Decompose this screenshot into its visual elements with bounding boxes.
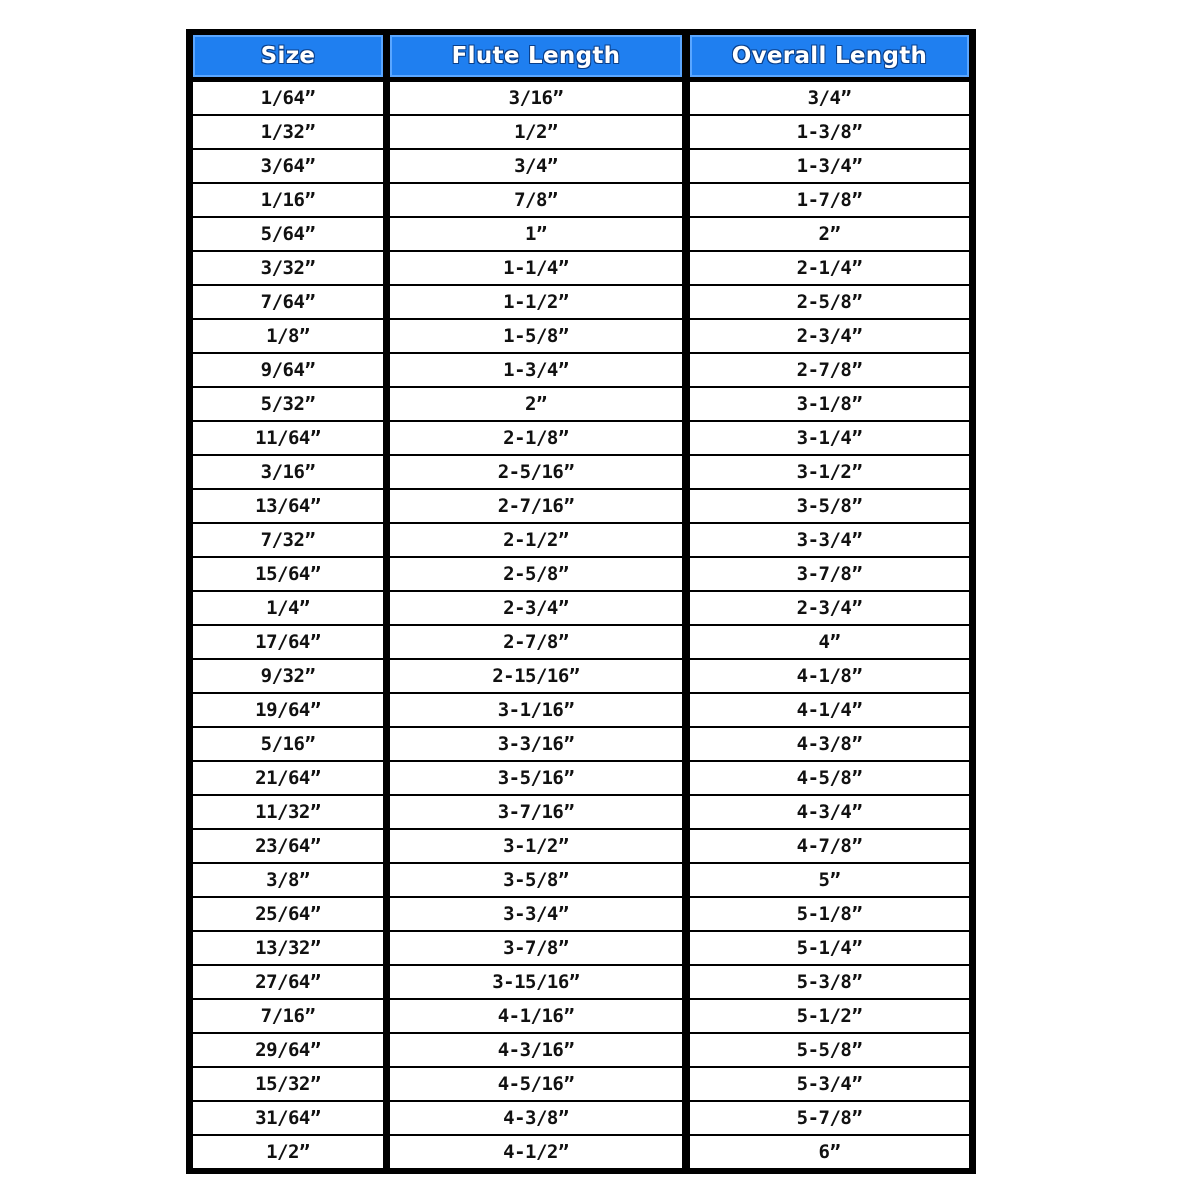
- overall-cell: 2-3/4”: [690, 592, 969, 624]
- flute-cell: 4-3/8”: [390, 1102, 682, 1134]
- overall-cell: 5-1/4”: [690, 932, 969, 964]
- size-cell: 13/32”: [193, 932, 383, 964]
- overall-cell: 3-1/4”: [690, 422, 969, 454]
- flute-cell: 2”: [390, 388, 682, 420]
- size-column-body: [193, 82, 383, 1168]
- flute-cell: 4-1/2”: [390, 1136, 682, 1168]
- size-cell: 13/64”: [193, 490, 383, 522]
- overall-cell: 4-1/8”: [690, 660, 969, 692]
- size-cell: 3/16”: [193, 456, 383, 488]
- flute-length-column-body: [390, 82, 682, 1168]
- flute-cell: 4-1/16”: [390, 1000, 682, 1032]
- size-cell: 3/8”: [193, 864, 383, 896]
- overall-cell: 2-3/4”: [690, 320, 969, 352]
- size-column: [193, 35, 383, 1168]
- size-cell: 29/64”: [193, 1034, 383, 1066]
- size-cell: 19/64”: [193, 694, 383, 726]
- flute-cell: 1-5/8”: [390, 320, 682, 352]
- size-cell: 1/2”: [193, 1136, 383, 1168]
- size-cell: 7/16”: [193, 1000, 383, 1032]
- flute-cell: 2-5/8”: [390, 558, 682, 590]
- overall-cell: 5”: [690, 864, 969, 896]
- flute-cell: 3-1/16”: [390, 694, 682, 726]
- flute-cell: 4-5/16”: [390, 1068, 682, 1100]
- flute-cell: 2-7/8”: [390, 626, 682, 658]
- overall-cell: 3-7/8”: [690, 558, 969, 590]
- overall-cell: 2”: [690, 218, 969, 250]
- overall-cell: 2-1/4”: [690, 252, 969, 284]
- size-cell: 1/32”: [193, 116, 383, 148]
- overall-cell: 4-3/8”: [690, 728, 969, 760]
- flute-cell: 3-7/8”: [390, 932, 682, 964]
- flute-cell: 2-1/2”: [390, 524, 682, 556]
- overall-cell: 4”: [690, 626, 969, 658]
- size-cell: 7/64”: [193, 286, 383, 318]
- flute-length-column: [390, 35, 682, 1168]
- overall-cell: 3-1/8”: [690, 388, 969, 420]
- size-cell: 11/32”: [193, 796, 383, 828]
- overall-cell: 5-7/8”: [690, 1102, 969, 1134]
- overall-cell: 4-3/4”: [690, 796, 969, 828]
- overall-length-column: [690, 35, 969, 1168]
- flute-cell: 1”: [390, 218, 682, 250]
- overall-cell: 5-3/8”: [690, 966, 969, 998]
- flute-cell: 1/2”: [390, 116, 682, 148]
- overall-cell: 2-7/8”: [690, 354, 969, 386]
- overall-cell: 1-3/8”: [690, 116, 969, 148]
- flute-cell: 1-1/4”: [390, 252, 682, 284]
- size-cell: 5/32”: [193, 388, 383, 420]
- size-cell: 1/8”: [193, 320, 383, 352]
- flute-cell: 7/8”: [390, 184, 682, 216]
- size-cell: 27/64”: [193, 966, 383, 998]
- size-cell: 1/4”: [193, 592, 383, 624]
- size-cell: 11/64”: [193, 422, 383, 454]
- flute-cell: 3-7/16”: [390, 796, 682, 828]
- size-cell: 9/64”: [193, 354, 383, 386]
- flute-cell: 3-3/16”: [390, 728, 682, 760]
- size-cell: 3/64”: [193, 150, 383, 182]
- flute-cell: 2-3/4”: [390, 592, 682, 624]
- size-cell: 21/64”: [193, 762, 383, 794]
- size-cell: 15/32”: [193, 1068, 383, 1100]
- size-cell: 23/64”: [193, 830, 383, 862]
- overall-cell: 6”: [690, 1136, 969, 1168]
- overall-cell: 2-5/8”: [690, 286, 969, 318]
- size-cell: 17/64”: [193, 626, 383, 658]
- size-cell: 1/64”: [193, 82, 383, 114]
- flute-cell: 3/16”: [390, 82, 682, 114]
- size-cell: 1/16”: [193, 184, 383, 216]
- overall-cell: 3/4”: [690, 82, 969, 114]
- flute-cell: 3-15/16”: [390, 966, 682, 998]
- overall-cell: 5-1/2”: [690, 1000, 969, 1032]
- flute-cell: 1-1/2”: [390, 286, 682, 318]
- size-cell: 9/32”: [193, 660, 383, 692]
- flute-cell: 3-3/4”: [390, 898, 682, 930]
- overall-length-column-body: [690, 82, 969, 1168]
- overall-cell: 4-1/4”: [690, 694, 969, 726]
- overall-cell: 5-5/8”: [690, 1034, 969, 1066]
- overall-cell: 4-5/8”: [690, 762, 969, 794]
- drill-size-table: [186, 29, 976, 1174]
- size-cell: 15/64”: [193, 558, 383, 590]
- size-cell: 5/16”: [193, 728, 383, 760]
- flute-cell: 2-7/16”: [390, 490, 682, 522]
- overall-cell: 5-1/8”: [690, 898, 969, 930]
- size-cell: 31/64”: [193, 1102, 383, 1134]
- overall-cell: 5-3/4”: [690, 1068, 969, 1100]
- flute-cell: 4-3/16”: [390, 1034, 682, 1066]
- size-cell: 7/32”: [193, 524, 383, 556]
- flute-length-header: Flute Length: [390, 35, 682, 77]
- size-cell: 3/32”: [193, 252, 383, 284]
- overall-cell: 1-3/4”: [690, 150, 969, 182]
- size-cell: 5/64”: [193, 218, 383, 250]
- flute-cell: 3-1/2”: [390, 830, 682, 862]
- flute-cell: 3-5/8”: [390, 864, 682, 896]
- flute-cell: 2-5/16”: [390, 456, 682, 488]
- overall-cell: 1-7/8”: [690, 184, 969, 216]
- flute-cell: 2-15/16”: [390, 660, 682, 692]
- flute-cell: 2-1/8”: [390, 422, 682, 454]
- overall-cell: 3-1/2”: [690, 456, 969, 488]
- overall-cell: 3-3/4”: [690, 524, 969, 556]
- size-cell: 25/64”: [193, 898, 383, 930]
- size-header: Size: [193, 35, 383, 77]
- overall-cell: 4-7/8”: [690, 830, 969, 862]
- overall-length-header: Overall Length: [690, 35, 969, 77]
- flute-cell: 1-3/4”: [390, 354, 682, 386]
- overall-cell: 3-5/8”: [690, 490, 969, 522]
- flute-cell: 3-5/16”: [390, 762, 682, 794]
- flute-cell: 3/4”: [390, 150, 682, 182]
